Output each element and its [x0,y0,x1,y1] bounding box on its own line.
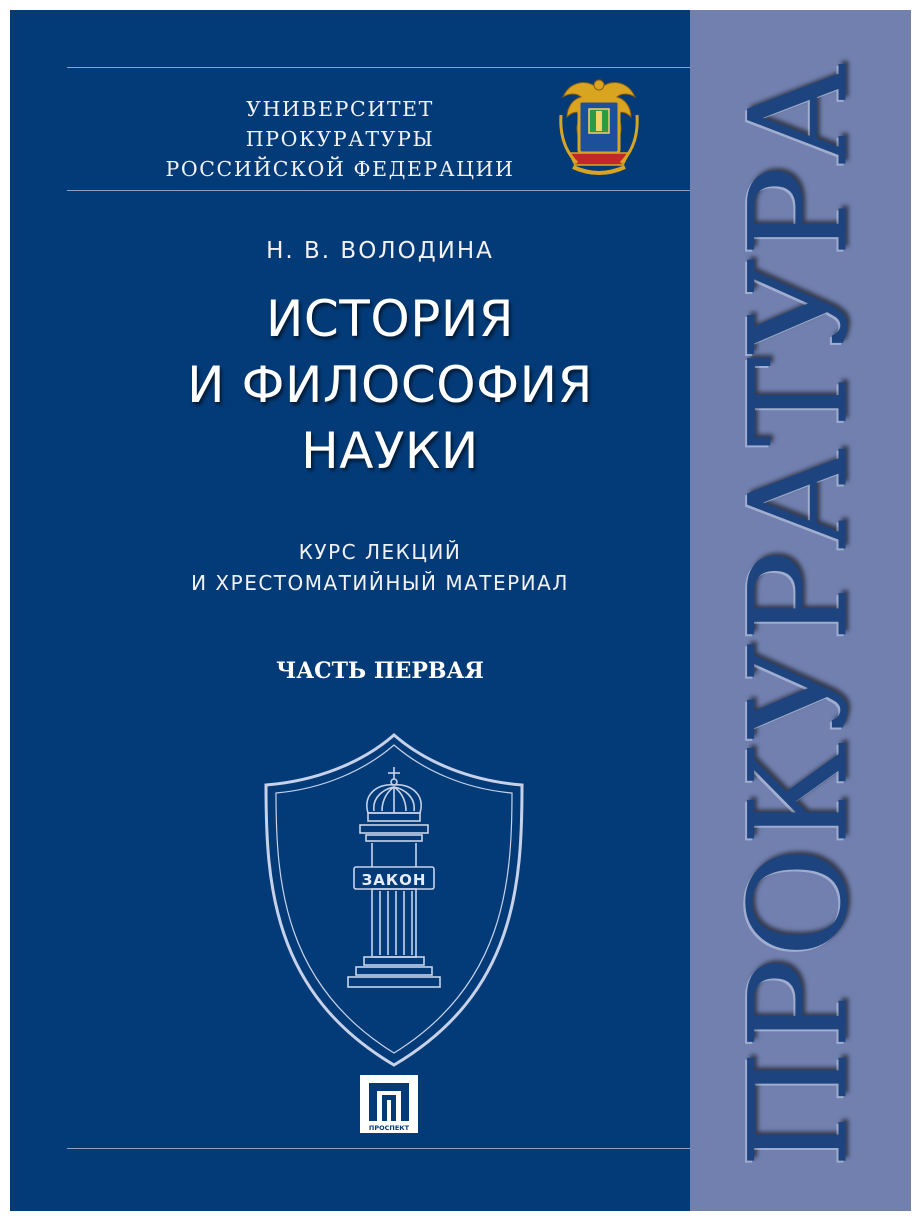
crown-icon [367,767,421,821]
top-rule [67,67,690,68]
university-crest-icon [555,75,643,183]
book-cover [10,10,911,1211]
publisher-logo-icon [360,1075,418,1133]
author-name: Н. В. ВОЛОДИНА [266,238,494,264]
subtitle-line-2: И ХРЕСТОМАТИЙНЫЙ МАТЕРИАЛ [191,571,569,595]
series-title: ПРОКУРАТУРА [720,61,878,1169]
bottom-rule [67,1148,690,1149]
book-subtitle [130,537,630,599]
emblem-text: ЗАКОН [361,871,427,889]
title-line-3: НАУКИ [301,422,479,480]
subtitle-line-1: КУРС ЛЕКЦИЙ [298,540,462,564]
column-icon [348,825,440,987]
title-line-1: ИСТОРИЯ [265,290,514,348]
university-line-2: РОССИЙСКОЙ ФЕДЕРАЦИИ [165,157,515,181]
book-title [110,286,670,484]
university-line-1: УНИВЕРСИТЕТ ПРОКУРАТУРЫ [245,97,435,151]
publisher-name: ПРОСПЕКТ [368,1124,410,1132]
university-name [150,94,530,184]
law-shield-emblem [262,733,527,1068]
header-rule [67,190,690,191]
part-label: ЧАСТЬ ПЕРВАЯ [276,658,484,684]
title-line-2: И ФИЛОСОФИЯ [187,356,593,414]
